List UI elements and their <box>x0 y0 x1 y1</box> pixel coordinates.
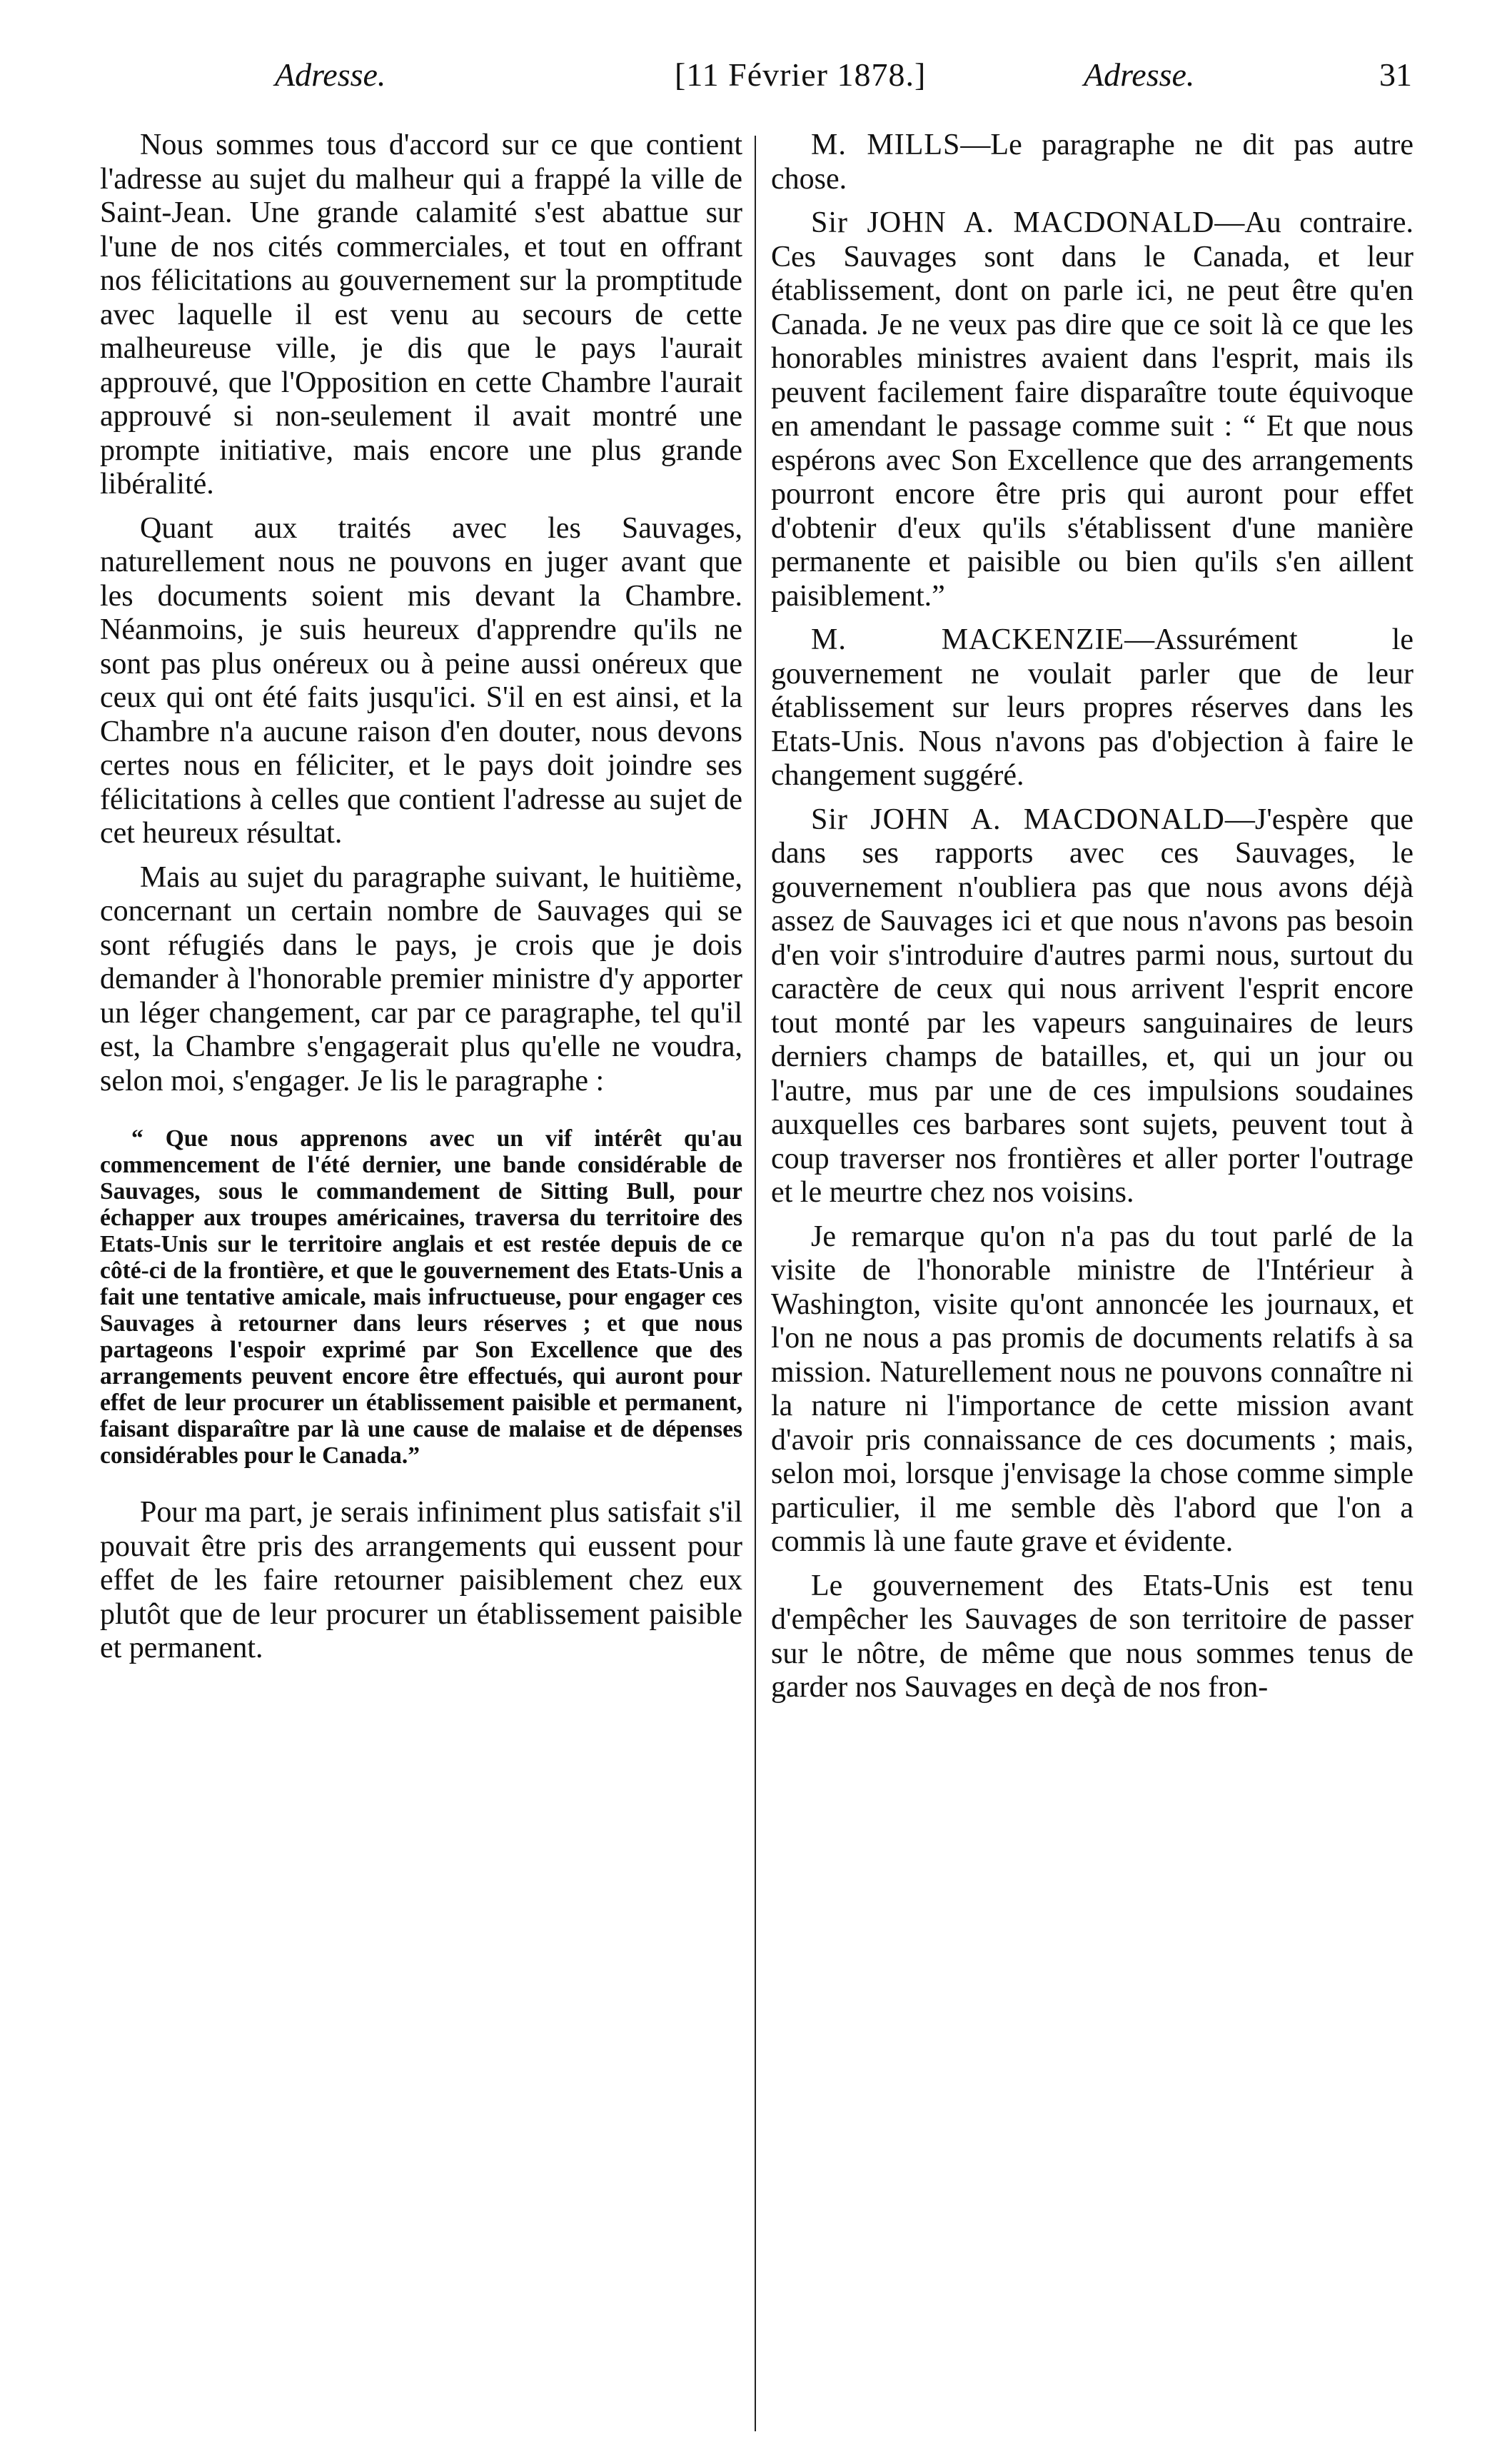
speech-text: —Au contraire. Ces Sauvages sont dans le Canada, et leur établissement, dont on parle ici, ne peut être qu'en Canada. Je ne veux pas dire que ce soit là ce que les honorables ministres avaient dans l'esprit, mais ils peuvent facilement faire disparaître toute équivoque en amendant le passage comme suit : “ Et que nous espérons avec Son Excellence que des arrangements pourront encore être pris qui auront pour effet d'obtenir d'eux qu'ils s'établissent d'une manière permanente et paisible ou bien qu'ils s'en aillent paisiblement.” <box>771 206 1413 613</box>
speaker-name: Sir JOHN A. MACDONALD <box>811 206 1215 239</box>
speaker-name: M. MILLS <box>811 129 961 161</box>
paragraph: Pour ma part, je serais infiniment plus satisfait s'il pouvait être pris des arrangements qui eussent pour effet de les faire retourner paisiblement chez eux plutôt que de leur procurer un établissement paisible et permanent. <box>100 1496 742 1664</box>
running-head-right: Adresse. <box>1084 56 1195 93</box>
right-column <box>771 129 1413 1715</box>
speech-text: —Assurément le gouvernement ne voulait parler que de leur établissement sur leurs propres réserves dans les Etats-Unis. Nous n'avons pas d'objection à faire le changement suggéré. <box>771 623 1413 792</box>
paragraph: Nous sommes tous d'accord sur ce que contient l'adresse au sujet du malheur qui a frappé la ville de Saint-Jean. Une grande calamité s'est abattue sur l'une de nos cités commerciales, et tout en offrant nos félicitations au gouvernement sur la promptitude avec laquelle il est venu au secours de cette malheureuse ville, je dis que le pays l'aurait approuvé, que l'Opposition en cette Chambre l'aurait approuvé si non-seulement il avait montré une prompte initiative, mais encore une plus grande libéralité. <box>100 129 742 501</box>
speech <box>771 803 1413 1210</box>
speech <box>771 623 1413 793</box>
speech <box>771 129 1413 196</box>
speech-text: —Le paragraphe ne dit pas autre chose. <box>771 129 1413 196</box>
paragraph: Le gouvernement des Etats-Unis est tenu d'empêcher les Sauvages de son territoire de passer sur le nôtre, de même que nous sommes tenus de garder nos Sauvages en deçà de nos fron- <box>771 1569 1413 1704</box>
speaker-name: Sir JOHN A. MACDONALD <box>811 803 1225 836</box>
speaker-name: M. MACKENZIE <box>811 623 1125 656</box>
speech-text: —J'espère que dans ses rapports avec ces Sauvages, le gouvernement n'oubliera pas que nous avons déjà assez de Sauvages ici et que nous n'avons pas besoin d'en voir s'introduire d'autres parmi nous, surtout du caractère de ceux qui nous arrivent l'esprit encore tout monté par les vapeurs sanguinaires de leurs derniers champs de batailles, et, qui un jour ou l'autre, mus par une de ces impulsions soudaines auxquelles ces barbares sont sujets, peuvent tout à coup traverser nos frontières et aller porter l'outrage et le meurtre chez nos voisins. <box>771 803 1413 1209</box>
paragraph: Je remarque qu'on n'a pas du tout parlé de la visite de l'honorable ministre de l'Intérieur à Washington, visite qu'ont annoncée les journaux, et l'on ne nous a pas promis de documents relatifs à sa mission. Naturellement nous ne pouvons connaître ni la nature ni l'importance de cette mission avant d'avoir pris connaissance de ces documents ; mais, selon moi, lorsque j'envisage la chose comme simple particulier, il me semble dès l'abord que l'on a commis là une faute grave et évidente. <box>771 1220 1413 1558</box>
page-header <box>93 50 1419 100</box>
paragraph: Quant aux traités avec les Sauvages, naturellement nous ne pouvons en juger avant que les documents soient mis devant la Chambre. Néanmoins, je suis heureux d'apprendre qu'ils ne sont pas plus onéreux ou à peine aussi onéreux que ceux qui ont été faits jusqu'ici. S'il en est ainsi, et la Chambre n'a aucune raison d'en douter, nous devons certes nous en féliciter, et le pays doit joindre ses félicitations à celles que contient l'adresse au sujet de cet heureux résultat. <box>100 511 742 850</box>
paragraph: Mais au sujet du paragraphe suivant, le huitième, concernant un certain nombre de Sauvages qui se sont réfugiés dans le pays, je crois que je dois demander à l'honorable premier ministre d'y apporter un léger changement, car par ce paragraphe, tel qu'il est, la Chambre s'engagerait plus qu'elle ne voudra, selon moi, s'engager. Je lis le paragraphe : <box>100 860 742 1097</box>
page-number: 31 <box>1379 56 1412 93</box>
left-column <box>100 129 742 1676</box>
running-head-left: Adresse. <box>275 56 386 93</box>
running-head-date: [11 Février 1878.] <box>675 56 927 93</box>
speech <box>771 206 1413 613</box>
quoted-paragraph: “ Que nous apprenons avec un vif intérêt qu'au commencement de l'été dernier, une bande considérable de Sauvages, sous le commandement de Sitting Bull, pour échapper aux troupes américaines, traversa du territoire des Etats-Unis sur le territoire anglais et est restée depuis de ce côté-ci de la frontière, et que le gouvernement des Etats-Unis a fait une tentative amicale, mais infructueuse, pour engager ces Sauvages à retourner dans leurs réserves ; et que nous partageons l'espoir exprimé par Son Excellence que des arrangements peuvent encore être effectués, qui auront pour effet de leur procurer un établissement paisible et permanent, faisant disparaître par là une cause de malaise et de dépenses considérables pour le Canada.” <box>100 1125 742 1469</box>
column-divider <box>755 136 756 2431</box>
